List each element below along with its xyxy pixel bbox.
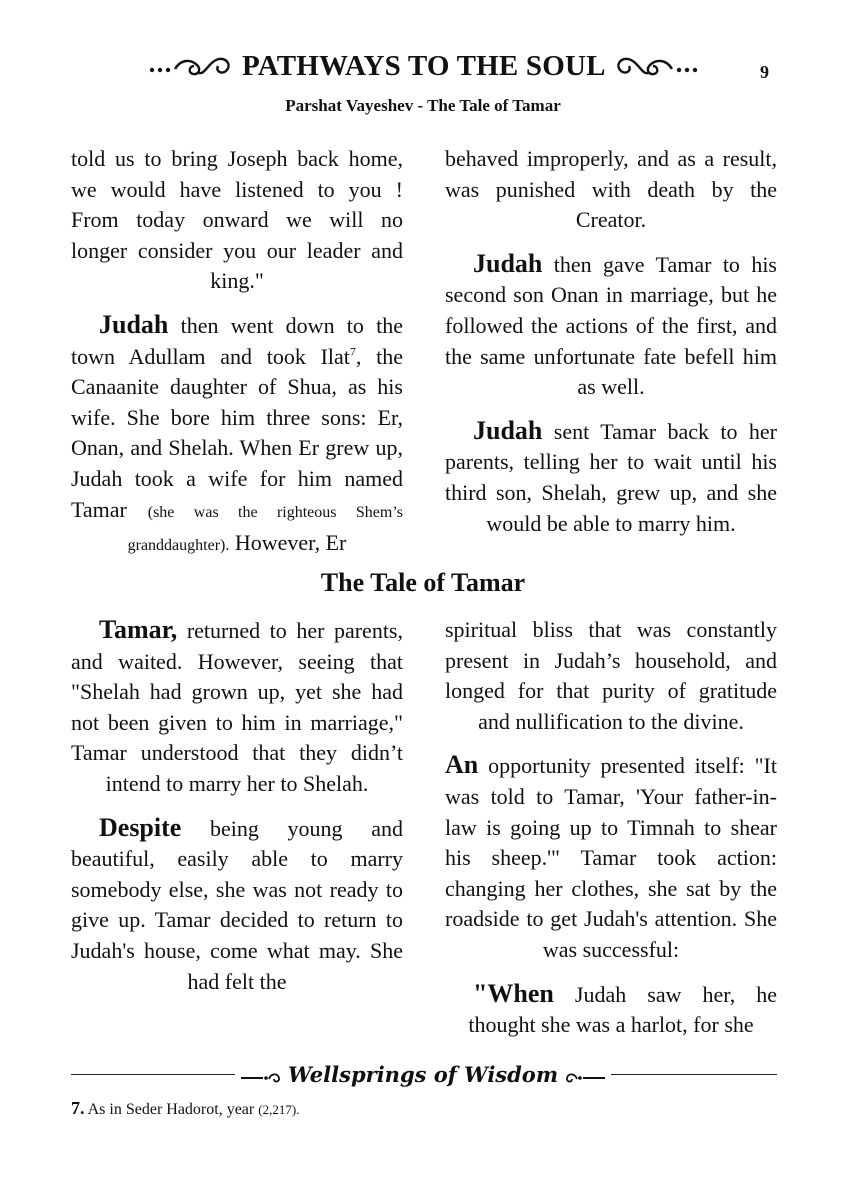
bottom-left-column bbox=[71, 615, 403, 997]
paragraph-text: told us to bring Joseph back home, we would have listened to you ! From today onward we will no longer consider you our leader and king." bbox=[71, 146, 403, 294]
footnote-text: As in Seder Hadorot, year bbox=[84, 1101, 259, 1118]
paragraph bbox=[71, 310, 403, 562]
footnote-number: 7. bbox=[71, 1098, 85, 1118]
paragraph-text: , the Canaanite daughter of Shua, as his wife. She bore him three sons: Er, Onan, and Shelah. When Er grew up, Judah took a wife for him named Tamar bbox=[71, 343, 403, 522]
paragraph-text: being young and beautiful, easily able to marry somebody else, she was not ready to give up. Tamar decided to return to Judah's house, come what may. She had felt the bbox=[71, 815, 403, 994]
lead-word: Judah bbox=[473, 415, 543, 445]
paragraph-text: then gave Tamar to his second son Onan in marriage, but he followed the actions of the first, and the same unfortunate fate befell him as well. bbox=[445, 251, 777, 400]
paragraph-text: sent Tamar back to her parents, telling her to wait until his third son, Shelah, grew up, and she would be able to marry him. bbox=[445, 418, 777, 536]
footer-brand-text: Wellsprings of Wisdom bbox=[287, 1062, 559, 1087]
paragraph bbox=[445, 249, 777, 403]
paragraph-text: behaved improperly, and as a result, was punished with death by the Creator. bbox=[445, 146, 777, 233]
parenthetical-note: (she was the righteous Shem’s granddaughter). bbox=[127, 503, 403, 555]
lead-word: Judah bbox=[99, 309, 169, 339]
lead-word: An bbox=[445, 750, 479, 780]
bottom-right-column bbox=[445, 615, 777, 1041]
footer-right-ornament-icon bbox=[565, 1070, 605, 1084]
top-left-column bbox=[71, 144, 403, 562]
paragraph bbox=[71, 813, 403, 998]
paragraph-text: spiritual bliss that was constantly present in Judah’s household, and longed for that purity of gratitude and nullification to the divine. bbox=[445, 617, 777, 734]
paragraph bbox=[445, 416, 777, 539]
footer-brand-box bbox=[235, 1062, 612, 1087]
paragraph bbox=[445, 750, 777, 965]
right-scroll-ornament-icon bbox=[612, 52, 700, 85]
footnote-marker: 7 bbox=[349, 344, 356, 359]
section-heading: The Tale of Tamar bbox=[320, 568, 526, 597]
lead-word: Tamar, bbox=[99, 615, 178, 644]
page-subtitle: Parshat Vayeshev - The Tale of Tamar bbox=[285, 96, 561, 115]
paragraph bbox=[445, 615, 777, 737]
lead-word: "When bbox=[473, 978, 554, 1008]
paragraph-text: then went down to the town Adullam and took Ilat bbox=[71, 312, 403, 369]
lead-word: Judah bbox=[473, 248, 543, 278]
left-scroll-ornament-icon bbox=[147, 52, 235, 85]
footer-brand bbox=[0, 1062, 846, 1087]
running-header bbox=[0, 50, 846, 85]
paragraph-text: Judah saw her, he thought she was a harlot, for she bbox=[468, 981, 777, 1038]
paragraph bbox=[71, 144, 403, 297]
top-right-column bbox=[445, 144, 777, 539]
header-title: PATHWAYS TO THE SOUL bbox=[241, 50, 605, 82]
paragraph-text: However, Er bbox=[229, 530, 347, 556]
paragraph bbox=[71, 615, 403, 800]
paragraph bbox=[445, 979, 777, 1041]
footnote-year: (2,217). bbox=[258, 1102, 300, 1117]
footnote bbox=[71, 1098, 299, 1119]
page-number: 9 bbox=[760, 62, 769, 82]
paragraph-text: opportunity presented itself: "It was told to Tamar, 'Your father-in-law is going up to Timnah to shear his sheep.'" Tamar took action: changing her clothes, she sat by the roadside to get Judah's attention. She was successful: bbox=[445, 753, 777, 962]
paragraph-text: returned to her parents, and waited. However, seeing that "Shelah had grown up, yet she had not been given to him in marriage," Tamar understood that they didn’t intend to marry her to Shelah. bbox=[71, 618, 403, 796]
paragraph bbox=[445, 144, 777, 236]
footer-left-ornament-icon bbox=[241, 1070, 281, 1084]
lead-word: Despite bbox=[99, 812, 182, 842]
